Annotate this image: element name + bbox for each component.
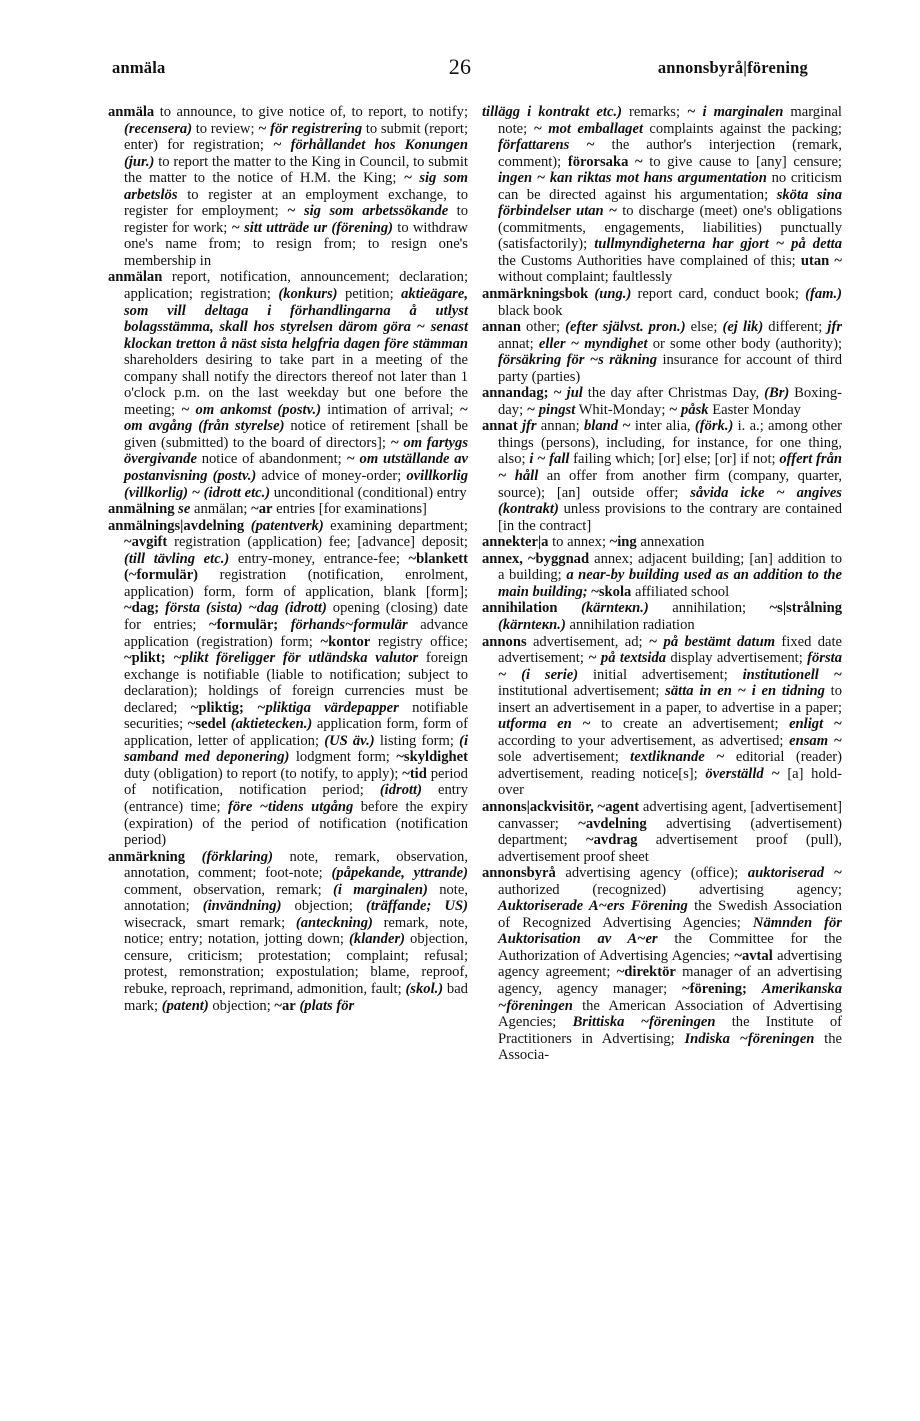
entry-text: notice of abandonment; (196, 451, 347, 468)
entry-text: to annex; (548, 534, 610, 551)
entry-example: ~ jul (553, 385, 583, 402)
entry-text: to review; (192, 120, 259, 137)
entry-text: an offer from another firm (company, quarter, source); [an] outside offer; (498, 468, 842, 501)
entry-headword: annonsbyrå (482, 865, 556, 882)
entry-text: report card, conduct book; (631, 286, 806, 303)
entry-example: Auktoriserade A~ers Förening (498, 898, 688, 915)
entry-text: remarks; (621, 104, 688, 120)
entry-text: to report the matter to the King in Council, to submit the matter to the notice of H.M. the King; (124, 153, 468, 187)
entry-text: the Swedish Association of Recognized Advertising Agencies; (498, 898, 842, 931)
entry-example: sätta in en ~ i en tidning (665, 683, 825, 700)
entry-example: ensam ~ (789, 732, 842, 749)
entry-text: different; (763, 319, 828, 336)
entry-text: to create an advertisement; (590, 716, 790, 733)
entry-example: aktieägare, som vill deltaga i förhandlingarna å utlyst bolagsstämma, skall hos styrelsen därom göra ~ senast klockan tretton å näst sista helgfria dagen före stämman (124, 286, 468, 352)
dictionary-entry (482, 418, 842, 534)
entry-text: objection, censure, criticism; protestation; complaint; refusal; protest, remonstration; expostulation; blame, reproof, rebuke, reproach, reprimand, admonition, fault; (124, 931, 468, 997)
entry-text: advertising agency (office); (555, 865, 748, 882)
entry-example: före ~tidens utgång (227, 798, 354, 815)
entry-example: författarens ~ (498, 137, 595, 154)
running-head-left: anmäla (112, 58, 166, 77)
entry-example: förhands~formulär (290, 616, 408, 633)
dictionary-entry (108, 269, 468, 501)
entry-example: utforma en ~ (498, 716, 591, 733)
entry-headword: annons|ackvisitör, (482, 798, 594, 815)
entry-example: (patentverk) (250, 517, 324, 534)
entry-example: ~ sig som arbetslös (124, 170, 468, 203)
entry-text: affiliated school (631, 583, 730, 600)
entry-example: eller ~ myndighet (538, 335, 648, 352)
dictionary-entry (482, 634, 842, 799)
entry-example: ~ sitt utträde ur (förening) (231, 219, 394, 236)
entry-example: (skol.) (405, 980, 444, 997)
dictionary-entry (482, 104, 842, 286)
entry-text: manager of an advertising agency, agency manager; (498, 964, 843, 997)
entry-text: advertisement, ad; (526, 633, 649, 650)
entry-example: första (sista) ~dag (idrott) (165, 600, 327, 617)
running-head-right: annonsbyrå|förening (657, 58, 808, 77)
dictionary-entry (108, 104, 468, 269)
entry-text: period of notification, notification period; (124, 765, 468, 799)
entry-text: listing form; (374, 732, 460, 749)
entry-example: jfr (827, 319, 842, 336)
entry-example: (klander) (349, 931, 405, 948)
entry-text: the day after Christmas Day, (582, 385, 765, 402)
entry-example: (i samband med deponering) (124, 732, 468, 766)
entry-text: [a] hold-over (498, 765, 842, 799)
dictionary-column-right (482, 104, 842, 1064)
entry-subheadword: ~ar (251, 501, 273, 518)
entry-example: ~pliktiga värdepapper (257, 699, 399, 716)
entry-text: authorized (recognized) advertising agency; (498, 881, 842, 898)
entry-text: duty (obligation) to report (to notify, to apply); (124, 765, 403, 782)
entry-example: ~ på textsida (588, 650, 667, 667)
entry-text: sole advertisement; (498, 749, 631, 766)
entry-text (244, 700, 257, 716)
entry-example: (träffande; US) (366, 898, 469, 915)
entry-headword: annandag; (482, 385, 549, 402)
entry-text: black book (498, 302, 563, 319)
entry-subheadword: ~förening; (682, 980, 747, 997)
entry-headword: annekter|a (482, 534, 549, 551)
entry-example: Indiska ~föreningen (684, 1030, 815, 1047)
entry-text: opening (closing) date for entries; (124, 600, 468, 633)
entry-text: comment, observation, remark; (124, 881, 334, 898)
entry-text: Easter Monday (708, 401, 801, 418)
entry-subheadword: ~kontor (320, 633, 371, 650)
entry-text: to insert an advertisement in a paper, to advertise in a paper; (498, 683, 842, 716)
entry-example: (konkurs) (278, 286, 338, 303)
entry-text: advice of money-order; (256, 468, 407, 485)
entry-text: to announce, to give notice of, to report, to notify; (154, 104, 468, 120)
entry-example: ~ om fartygs övergivande (124, 434, 469, 468)
entry-subheadword: ~dag; (124, 600, 160, 617)
entry-example: ~ mot emballaget (533, 120, 643, 137)
entry-example: institutionell ~ (742, 666, 842, 683)
entry-subheadword: utan ~ (800, 252, 842, 269)
dictionary-entry (108, 518, 468, 849)
entry-text: to register at an employment exchange, to register for employment; (124, 186, 468, 220)
entry-subheadword: ~avdrag (586, 832, 638, 849)
entry-text: objection; (208, 997, 275, 1014)
entry-subheadword: ~agent (597, 798, 640, 815)
entry-text: initial advertisement; (578, 666, 743, 683)
entry-text: Boxing-day; (498, 385, 842, 418)
entry-example: ~ för registrering (258, 120, 363, 137)
entry-text: annan; (536, 418, 584, 435)
entry-text: complaints against the packing; (643, 120, 842, 137)
entry-example: jfr (521, 418, 537, 435)
entry-example: ~ i marginalen (687, 104, 784, 120)
entry-example: (anteckning) (295, 914, 373, 931)
entry-text: entry-money, entrance-fee; (229, 550, 409, 567)
entry-headword: anmärkningsbok (482, 286, 589, 303)
entry-subheadword: förorsaka ~ (567, 153, 643, 170)
entry-subheadword: ~avgift (124, 534, 168, 551)
entry-text: to discharge (meet) one's obligations (commitments, engagements, liabilities) punctually (satisfactorily); (498, 203, 842, 253)
entry-example: (efter självst. pron.) (565, 319, 686, 336)
entry-text: objection; (281, 898, 366, 915)
entry-example: första ~ (i serie) (498, 650, 842, 683)
entry-text (278, 617, 291, 633)
dictionary-entry (108, 501, 468, 518)
entry-example: ~ förhållandet hos Konungen (jur.) (124, 137, 468, 170)
entry-headword: anmärkning (108, 848, 186, 865)
entry-subheadword: ~formulär; (208, 616, 279, 633)
entry-example: a near-by building used as an addition to the main building; (498, 567, 843, 600)
entry-example: textliknande ~ (630, 749, 725, 766)
entry-text: advance application (registration) form; (124, 616, 468, 650)
entry-subheadword: ~pliktig; (190, 699, 244, 716)
entry-subheadword: ~tid (402, 765, 427, 782)
dictionary-entry (482, 319, 842, 385)
entry-headword: annihilation (482, 600, 558, 617)
entry-text: to give cause to [any] censure; (642, 153, 842, 170)
entry-example: (ej lik) (722, 319, 764, 336)
entry-text: else; (685, 319, 723, 336)
entry-text: Whit-Monday; (575, 401, 670, 418)
dictionary-entry (482, 534, 842, 551)
entry-text: or some other body (authority); (647, 335, 843, 352)
entry-subheadword: ~skola (591, 583, 632, 600)
entry-headword: annat (482, 418, 518, 435)
entry-text (747, 981, 762, 997)
entry-text: anmälan; (190, 501, 252, 518)
entry-text: the Institute of Practitioners in Advertising; (498, 1014, 842, 1047)
entry-text: without complaint; faultlessly (498, 269, 673, 286)
entry-subheadword: ~direktör (616, 964, 676, 981)
entry-text: unless provisions to the contrary are contained [in the contract] (498, 501, 842, 534)
entry-headword: anmälnings|avdelning (108, 517, 245, 534)
entry-text: shareholders desiring to take part in a meeting of the company shall notify the directors thereof not later than 1 o'clock p.m. on the last weekday but one before the meeting; (124, 352, 468, 418)
entry-example: (förklaring) (201, 848, 273, 865)
entry-example: ~ sig som arbetssökande (287, 203, 449, 220)
entry-text: registry office; (370, 633, 468, 650)
entry-example: offert från ~ håll (498, 451, 842, 485)
dictionary-entry (482, 799, 842, 865)
entry-example: ~ påsk (669, 401, 709, 418)
entry-example: i ~ fall (529, 451, 570, 468)
dictionary-entry (482, 551, 842, 601)
entry-text: according to your advertisement, as advertised; (498, 732, 790, 749)
entry-text: to withdraw one's name from; to resign from; to resign one's membership in (124, 219, 468, 269)
entry-example: (kärnteкn.) (498, 616, 566, 633)
entry-subheadword: ~s|strålning (769, 600, 842, 617)
entry-text: registration (application) fee; [advance] deposit; (167, 534, 468, 551)
entry-example: (påpekande, yttrande) (331, 865, 468, 882)
entry-text (557, 600, 581, 616)
entry-text: the Committee for the Authorization of Advertising Agencies; (498, 931, 843, 964)
entry-text: notifiable securities; (124, 699, 469, 733)
entry-example: tillägg i kontrakt etc.) (482, 104, 622, 120)
entry-headword: annex, (482, 550, 523, 567)
entry-text: intimation of arrival; (321, 401, 460, 418)
entry-text: entries [for examinations] (272, 501, 427, 518)
entry-example: (patent) (161, 997, 209, 1014)
entry-text: remark, note, notice; entry; notation, jotting down; (124, 914, 469, 948)
entry-example: sköta sina förbindelser utan ~ (498, 186, 842, 220)
entry-subheadword: ~byggnad (527, 550, 590, 567)
entry-example: enligt ~ (789, 716, 842, 733)
entry-subheadword: ~sedel (187, 716, 227, 733)
entry-subheadword: ~plikt; (124, 650, 166, 667)
page-number: 26 (448, 54, 472, 79)
entry-subheadword: ~skyldighet (396, 749, 468, 766)
entry-text: lodgment form; (289, 749, 397, 766)
entry-example: tullmyndigheterna har gjort ~ på detta (594, 236, 842, 253)
entry-text: annexation (636, 534, 705, 551)
entry-text: other; (520, 319, 566, 336)
entry-example: ~plikt föreligger för utländska valutor (173, 650, 419, 667)
entry-text: advertising agent, [advertisement] canvasser; (498, 798, 842, 832)
entry-text: note, remark, observation, annotation, comment; foot-note; (124, 848, 468, 882)
entry-text: report, notification, announcement; declaration; application; registration; (124, 269, 468, 303)
entry-text (185, 849, 202, 865)
entry-example: ovillkorlig (villkorlig) ~ (idrott etc.) (124, 468, 468, 501)
entry-headword: annan (482, 319, 521, 336)
entry-headword: anmälan (108, 269, 163, 286)
entry-example: (recensera) (124, 120, 193, 137)
entry-text: the Associa- (498, 1030, 842, 1064)
entry-text: annat; (498, 335, 539, 352)
entry-example: (aktietecken.) (230, 716, 313, 733)
entry-headword: anmäla (108, 104, 155, 120)
entry-example: (plats för (299, 997, 355, 1014)
entry-example: auktoriserad ~ (747, 865, 842, 882)
entry-example: Amerikanska ~föreningen (498, 980, 842, 1014)
entry-example: (förk.) (694, 418, 734, 435)
entry-subheadword: ~ing (609, 534, 637, 551)
entry-text: the American Association of Advertising Agencies; (498, 997, 842, 1031)
entry-example: såvida icke ~ angives (kontrakt) (498, 484, 842, 518)
entry-example: överställd ~ (705, 765, 780, 782)
entry-text: notice of retirement [shall be given (submitted) to the board of directors]; (124, 418, 468, 451)
dictionary-column-left (108, 104, 468, 1014)
entry-text: advertisement proof (pull), advertisement proof sheet (498, 832, 842, 865)
entry-example: ~ på bestämt datum (648, 633, 776, 650)
entry-example: Brittiska ~föreningen (572, 1014, 716, 1031)
entry-text: to submit (report; enter) for registration; (124, 120, 468, 154)
entry-example: (ung.) (594, 286, 632, 303)
entry-example: Nämnden för Auktorisation av A~er (498, 914, 842, 948)
entry-headword: annons (482, 633, 527, 650)
entry-text: institutional advertisement; (498, 683, 666, 700)
entry-text: fixed date advertisement; (498, 633, 843, 667)
entry-text: the Customs Authorities have complained of this; (498, 252, 801, 269)
entry-text: failing which; [or] else; [or] if not; (569, 451, 780, 468)
entry-text: display advertisement; (666, 650, 808, 667)
entry-text: registration (notification, enrolment, application) form, form of application, blank [form]; (124, 567, 468, 600)
entry-example: (idrott) (379, 782, 422, 799)
entry-text: entry (entrance) time; (124, 782, 468, 815)
entry-text: foreign exchange is notifiable (liable to notification; subject to declaration); holdings of foreign currencies must be declared; (124, 650, 468, 716)
entry-text: unconditional (conditional) entry (270, 484, 467, 501)
entry-text: to register for work; (124, 203, 468, 236)
entry-text: inter alia, (630, 418, 695, 435)
entry-text: examining department; (323, 517, 468, 534)
entry-text: wisecrack, smart remark; (124, 914, 296, 931)
entry-text: bad mark; (124, 980, 468, 1014)
entry-example: (i marginalen) (333, 881, 428, 898)
entry-example: (till tävling etc.) (124, 550, 230, 567)
entry-text: before the expiry (expiration) of the period of notification (notification period) (124, 798, 468, 849)
entry-text: the author's interjection (remark, comment); (498, 137, 842, 170)
entry-text: advertising agency agreement; (498, 947, 842, 981)
entry-example: (Br) (764, 385, 790, 402)
entry-subheadword: ~blankett (~formulär) (124, 550, 468, 584)
entry-headword: anmälning (108, 501, 175, 518)
entry-example: försäkring för ~s räkning (498, 352, 658, 369)
entry-text: note, annotation; (124, 881, 468, 915)
entry-text: no criticism can be directed against his argumentation; (498, 170, 842, 203)
entry-example: se (178, 501, 191, 518)
entry-example: bland ~ (583, 418, 631, 435)
dictionary-entry (482, 600, 842, 633)
entry-example: ingen ~ kan riktas mot hans argumentation (498, 170, 767, 187)
entry-text: advertising (advertisement) department; (498, 815, 842, 849)
entry-text: annex; adjacent building; [an] addition to a building; (498, 550, 843, 584)
entry-example: (US äv.) (324, 732, 375, 749)
entry-example: (fam.) (805, 286, 842, 303)
entry-subheadword: ~avdelning (578, 815, 647, 832)
entry-text: annihilation radiation (565, 616, 695, 633)
dictionary-entry (482, 286, 842, 319)
entry-text: marginal note; (498, 104, 842, 137)
entry-text: annihilation; (648, 600, 770, 617)
dictionary-entry (108, 849, 468, 1014)
entry-text: application form, form of application, letter of application; (124, 716, 468, 749)
entry-example: ~ om ankomst (postv.) (181, 401, 322, 418)
entry-subheadword: ~ar (274, 997, 296, 1014)
entry-example: ~ pingst (526, 401, 576, 418)
entry-text: petition; (337, 286, 402, 303)
entry-example: (invändning) (202, 898, 282, 915)
entry-subheadword: ~avtal (734, 947, 773, 964)
entry-text: i. a.; among other things (persons), including, for instance, for one thing, also; (498, 418, 842, 468)
entry-example: (kärnteкn.) (580, 600, 649, 617)
entry-example: ~ om utställande av postanvisning (postv.) (124, 451, 468, 485)
entry-example: ~ om avgång (från styrelse) (124, 401, 468, 435)
dictionary-entry (482, 865, 842, 1064)
entry-text: insurance for account of third party (parties) (498, 352, 842, 385)
entry-text: editorial (reader) advertisement, reading notice[s]; (498, 749, 843, 782)
dictionary-entry (482, 385, 842, 418)
